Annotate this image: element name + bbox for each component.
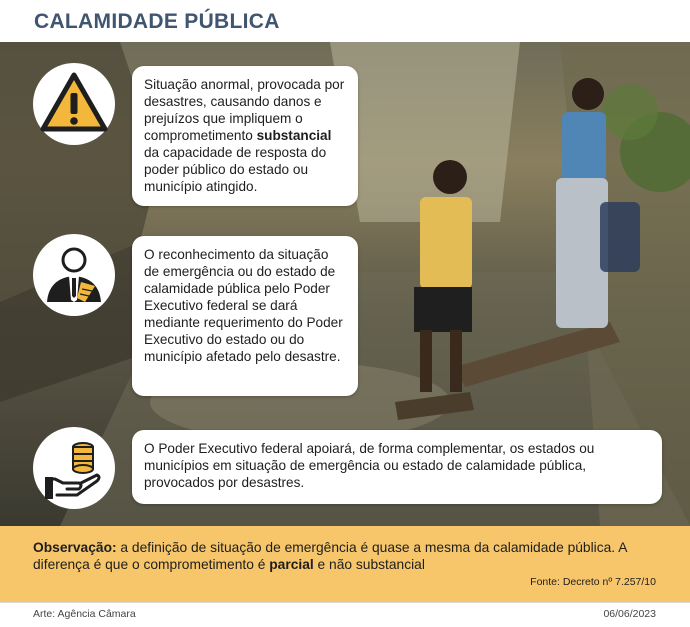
note-bold: parcial: [269, 557, 314, 572]
card-text: O Poder Executivo federal apoiará, de forma complementar, os estados ou municípios em situação de emergência ou estado de calamidade pública, provocados por desastres.: [144, 441, 595, 490]
note-body-end: e não substancial: [313, 557, 425, 572]
official-person-icon: [33, 234, 115, 316]
footer: [0, 602, 690, 627]
page-title: CALAMIDADE PÚBLICA: [34, 10, 280, 33]
card-text: Situação anormal, provocada por desastres, causando danos e prejuízos que impliquem o comprometimento: [144, 77, 345, 143]
definition-card: [132, 66, 358, 206]
card-bold-text: substancial: [256, 128, 332, 143]
publication-date: 06/06/2023: [603, 608, 656, 620]
source-citation: Fonte: Decreto nº 7.257/10: [530, 576, 656, 588]
note-text: [33, 539, 673, 573]
card-text: O reconhecimento da situação de emergência ou do estado de calamidade pública pelo Poder Executivo federal se dará mediante requerimento do Poder Executivo do estado ou do município afetado pelo desastre.: [144, 247, 343, 364]
money-hand-icon: [33, 427, 115, 509]
card-text: da capacidade de resposta do poder público do estado ou município atingido.: [144, 145, 327, 194]
note-label: Observação:: [33, 540, 117, 555]
recognition-card: [132, 236, 358, 396]
support-card: [132, 430, 662, 504]
art-credit: Arte: Agência Câmara: [33, 608, 136, 620]
observation-note: [0, 526, 690, 602]
header: [0, 0, 690, 42]
warning-icon: [33, 63, 115, 145]
note-body: a definição de situação de emergência é quase a mesma da calamidade pública. A diferença é que o comprometimento é: [33, 540, 627, 572]
